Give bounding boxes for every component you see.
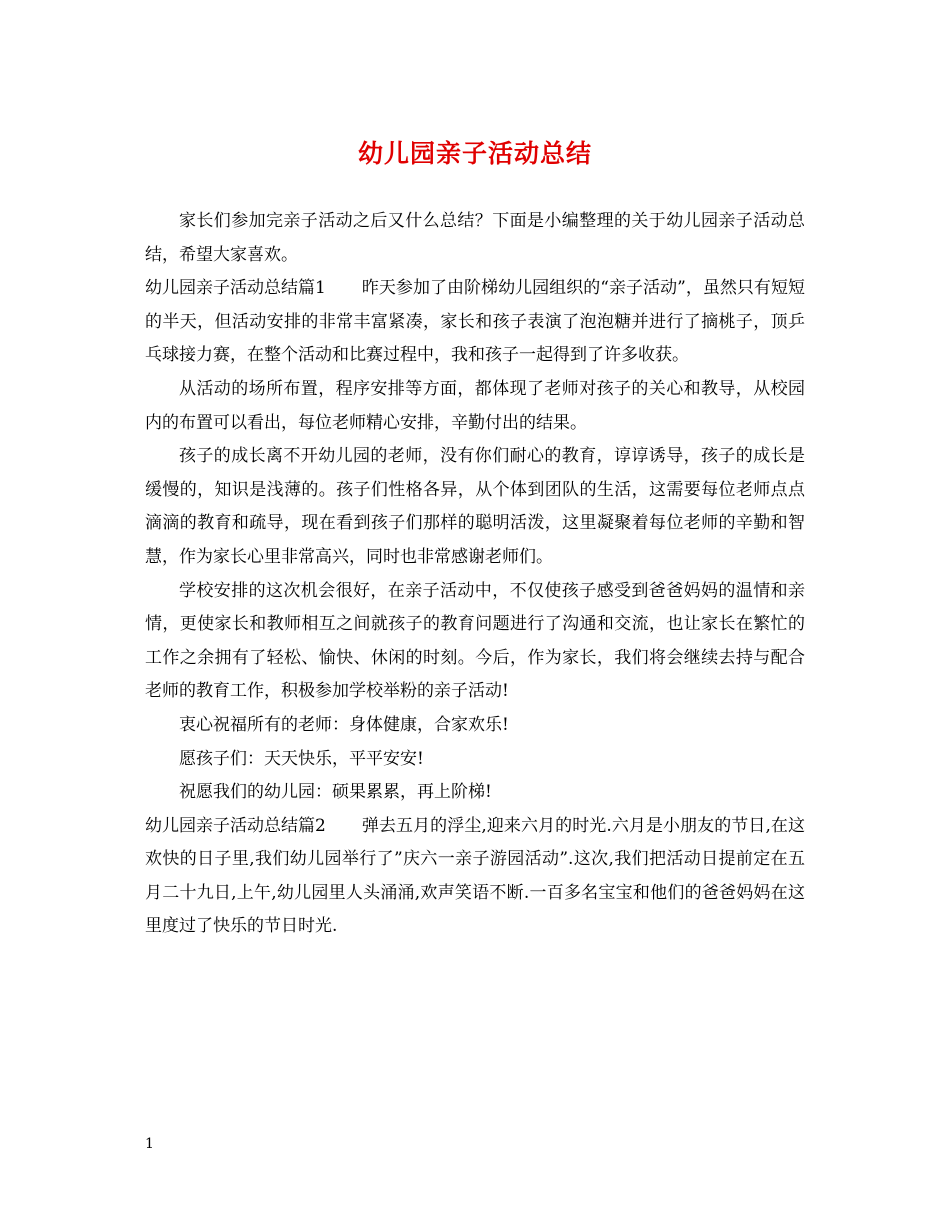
section2-paragraph [145, 810, 805, 944]
document-title: 幼儿园亲子活动总结 [357, 139, 592, 168]
intro-paragraph: 家长们参加完亲子活动之后又什么总结？下面是小编整理的关于幼儿园亲子活动总结，希望大家喜欢。 [145, 211, 805, 265]
wish-teachers: 衷心祝福所有的老师：身体健康，合家欢乐! [179, 714, 509, 735]
section2-text: 弹去五月的浮尘,迎来六月的时光.六月是小朋友的节日,在这欢快的日子里,我们幼儿园举行了”庆六一亲子游园活动”.这次,我们把活动日提前定在五月二十九日,上午,幼儿园里人头涌涌,欢声笑语不断.一百多名宝宝和他们的爸爸妈妈在这里度过了快乐的节日时光. [145, 815, 805, 937]
paragraph-4: 学校安排的这次机会很好，在亲子活动中，不仅使孩子感受到爸爸妈妈的温情和亲情，更使家长和教师相互之间就孩子的教育问题进行了沟通和交流，也让家长在繁忙的工作之余拥有了轻松、愉快、休闲的时刻。今后，作为家长，我们将会继续去持与配合老师的教育工作，积极参加学校举粉的亲子活动! [145, 580, 805, 702]
section1-paragraph [145, 272, 805, 373]
section2-label: 幼儿园亲子活动总结篇2 [145, 815, 326, 836]
document-body [145, 205, 805, 944]
section1-text: 昨天参加了由阶梯幼儿园组织的“亲子活动”，虽然只有短短的半天，但活动安排的非常丰富紧凑，家长和孩子表演了泡泡糖并进行了摘桃子，顶乒乓球接力赛，在整个活动和比赛过程中，我和孩子一起得到了许多收获。 [145, 278, 805, 366]
page-number: 1 [145, 1136, 154, 1152]
section1-label: 幼儿园亲子活动总结篇1 [145, 278, 326, 299]
paragraph-2: 从活动的场所布置，程序安排等方面，都体现了老师对孩子的关心和教导，从校园内的布置可以看出，每位老师精心安排，辛勤付出的结果。 [145, 378, 805, 433]
paragraph-3: 孩子的成长离不开幼儿园的老师，没有你们耐心的教育，谆谆诱导，孩子的成长是缓慢的，知识是浅薄的。孩子们性格各异，从个体到团队的生活，这需要每位老师点点滴滴的教育和疏导，现在看到孩子们那样的聪明活泼，这里凝聚着每位老师的辛勤和智慧，作为家长心里非常高兴，同时也非常感谢老师们。 [145, 446, 805, 567]
wish-kindergarten: 祝愿我们的幼儿园：硕果累累，再上阶梯! [179, 782, 492, 803]
wish-children: 愿孩子们：天天快乐，平平安安! [179, 748, 424, 769]
